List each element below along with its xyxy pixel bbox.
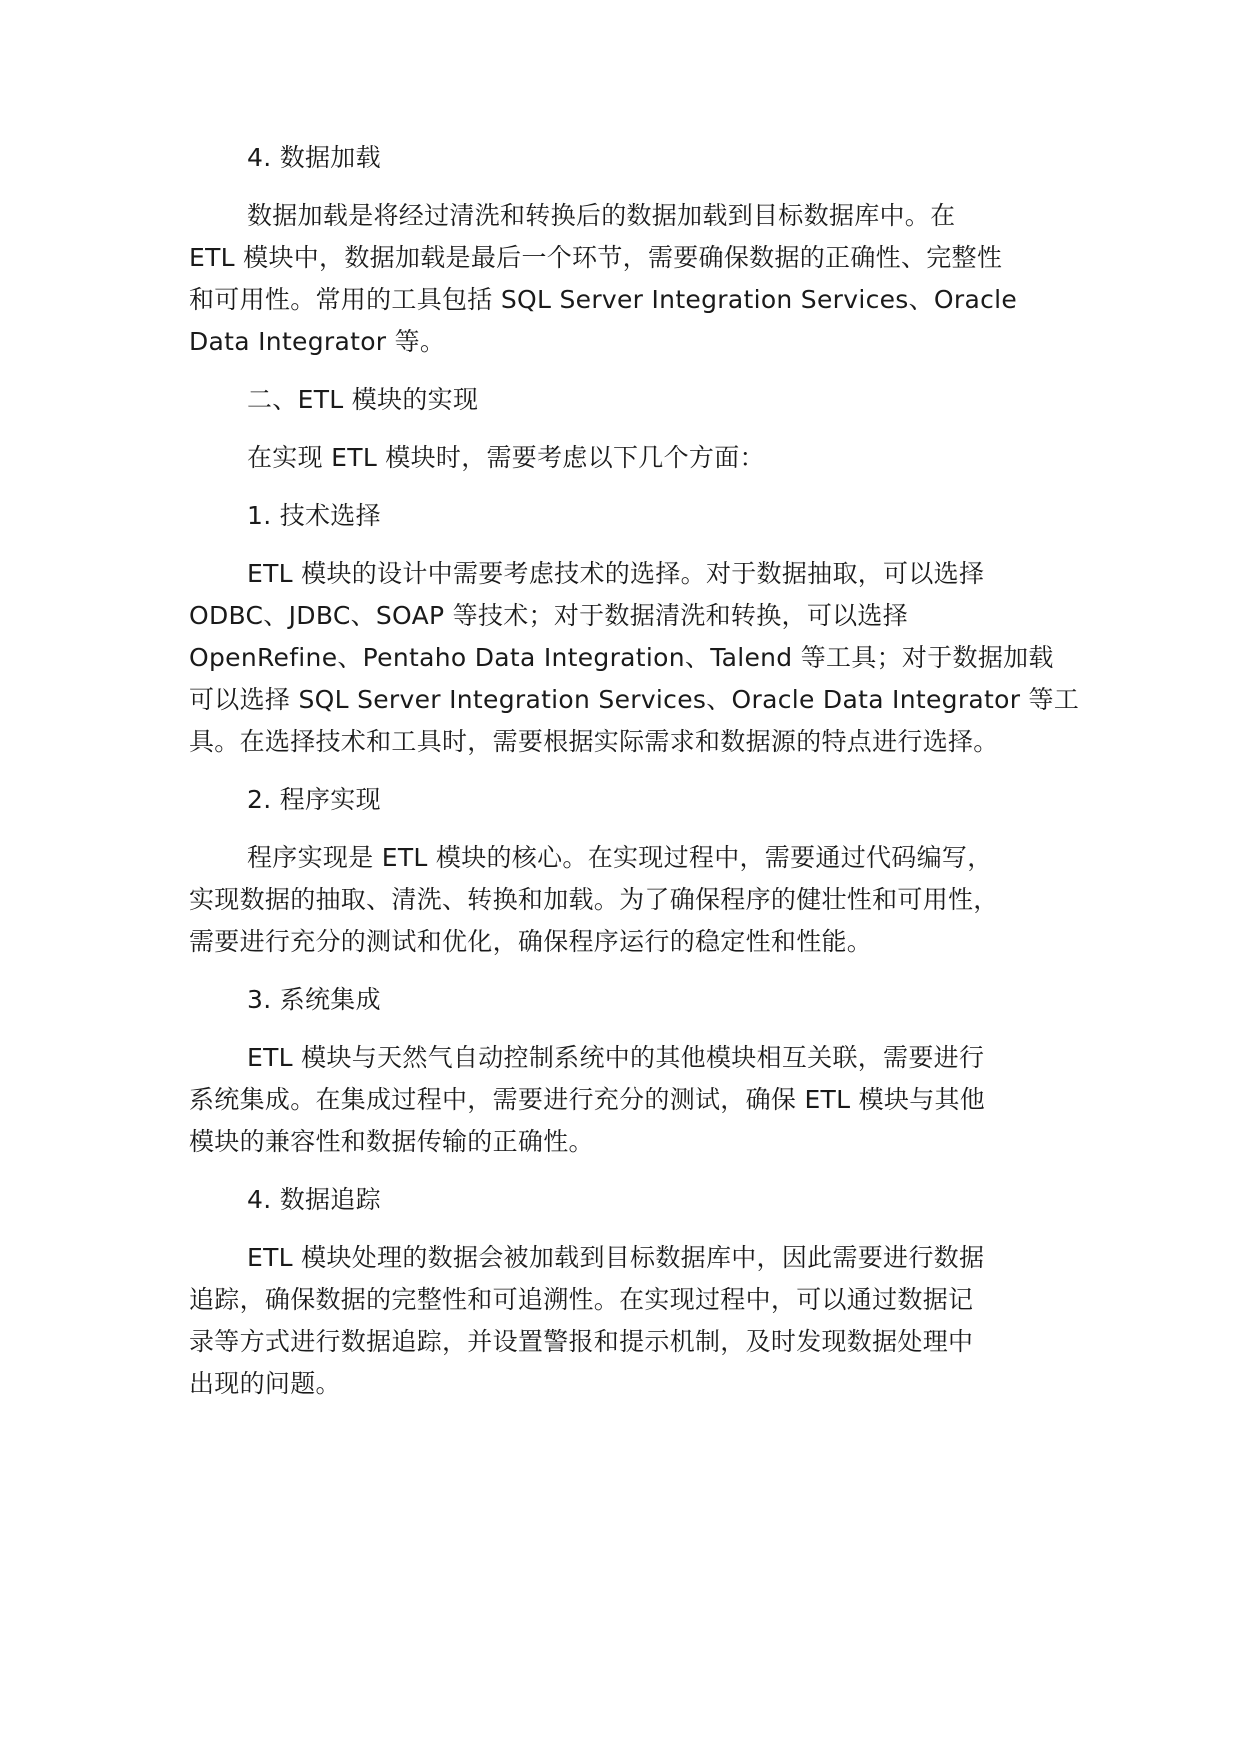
paragraph-line: OpenRefine、Pentaho Data Integration、Talend 等工具；对于数据加载 [189, 643, 1054, 672]
paragraph-line: 出现的问题。 [189, 1369, 341, 1398]
paragraph-line: ETL 模块的设计中需要考虑技术的选择。对于数据抽取，可以选择 [247, 559, 985, 588]
subheading-data-tracking: 4. 数据追踪 [247, 1185, 381, 1214]
section-heading: 二、ETL 模块的实现 [247, 385, 479, 414]
paragraph-line: 系统集成。在集成过程中，需要进行充分的测试，确保 ETL 模块与其他 [189, 1085, 986, 1114]
paragraph-line: 录等方式进行数据追踪，并设置警报和提示机制，及时发现数据处理中 [189, 1327, 974, 1356]
subheading-system-integration: 3. 系统集成 [247, 985, 381, 1014]
paragraph-line: ODBC、JDBC、SOAP 等技术；对于数据清洗和转换，可以选择 [189, 601, 909, 630]
subheading-program-impl: 2. 程序实现 [247, 785, 381, 814]
paragraph-line: 需要进行充分的测试和优化，确保程序运行的稳定性和性能。 [189, 927, 873, 956]
paragraph-line: Data Integrator 等。 [189, 327, 446, 356]
paragraph-line: 模块的兼容性和数据传输的正确性。 [189, 1127, 594, 1156]
paragraph-line: ETL 模块与天然气自动控制系统中的其他模块相互关联，需要进行 [247, 1043, 985, 1072]
paragraph-line: 程序实现是 ETL 模块的核心。在实现过程中，需要通过代码编写， [247, 843, 993, 872]
paragraph-line: 实现数据的抽取、清洗、转换和加载。为了确保程序的健壮性和可用性， [189, 885, 999, 914]
paragraph-line: 和可用性。常用的工具包括 SQL Server Integration Services、Oracle [189, 285, 1018, 314]
paragraph-line: 在实现 ETL 模块时，需要考虑以下几个方面： [247, 443, 765, 472]
paragraph-line: 可以选择 SQL Server Integration Services、Oracle Data Integrator 等工 [189, 685, 1080, 714]
paragraph-line: 追踪，确保数据的完整性和可追溯性。在实现过程中，可以通过数据记 [189, 1285, 974, 1314]
paragraph-line: ETL 模块处理的数据会被加载到目标数据库中，因此需要进行数据 [247, 1243, 985, 1272]
paragraph-line: 数据加载是将经过清洗和转换后的数据加载到目标数据库中。在 [247, 201, 956, 230]
paragraph-line: ETL 模块中，数据加载是最后一个环节，需要确保数据的正确性、完整性 [189, 243, 1003, 272]
subheading-tech-selection: 1. 技术选择 [247, 501, 381, 530]
paragraph-line: 具。在选择技术和工具时，需要根据实际需求和数据源的特点进行选择。 [189, 727, 999, 756]
subheading-data-loading: 4. 数据加载 [247, 143, 381, 172]
